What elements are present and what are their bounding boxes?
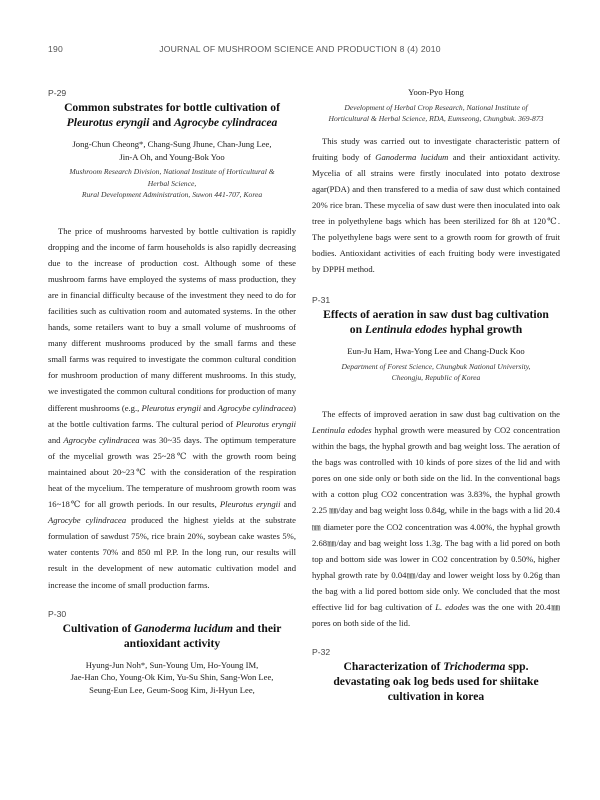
title-text: and their antioxidant activity [123,621,282,650]
title-text: Cultivation of [62,621,135,635]
title-text: hyphal growth [447,323,523,337]
title-text: Effects of aeration in saw dust bag cultivation [323,308,549,322]
species-name: Pleurotus eryngii [235,418,296,429]
title-species: Lentinula edodes [364,323,448,337]
abstract-p32 [312,647,560,704]
abstract-p30-continued [312,86,560,277]
abstract-body [312,133,560,278]
authors-line: Hyung-Jun Noh*, Sun-Young Um, Ho-Young IM, [85,659,259,670]
body-text: and [201,402,218,413]
body-text: The effects of improved aeration in saw dust bag cultivation on the [322,408,560,419]
authors-line: Jong-Chun Cheong*, Chang-Sung Jhune, Chan-Jung Lee, [72,139,272,149]
journal-name: JOURNAL OF MUSHROOM SCIENCE AND PRODUCTION 8 (4) 2010 [159,44,441,54]
body-text: ) at the bottle cultivation farms. The cultural period of [48,402,296,429]
species-name: L. edodes [435,601,470,612]
body-text: This study was carried out to investigate characteristic pattern of fruiting body of [312,135,560,162]
abstract-p29 [48,88,296,593]
abstract-authors [312,345,560,358]
abstract-p30 [48,609,296,697]
title-text: Common substrates for bottle cultivation of [64,101,280,114]
authors-line: Yoon-Pyo Hong [408,87,464,97]
abstract-id: P-31 [312,295,331,306]
abstract-authors [48,138,296,163]
abstract-title [312,659,560,704]
abstract-id: P-29 [48,88,67,98]
body-text: produced the highest yields at the substrate formulation of sawdust 75%, rice brain 20%, soybean cake wastes 5%, water contents 70% and 850 ml P.P. In the long run, our results will result in the development of new automatic cultivation model and increase the income of small production farms. [48,515,296,590]
body-text: hyphal growth were measured by CO2 concentration within the bags, the hyphal growth and bag weight loss. The aeration of the bags was controlled with 10 kinds of pore sizes of the lid and with pores on one side only or both side on the lid. In the conventional bags with a cotton plug CO2 concentration was 3.83%, the hyphal growth 2.25 ㎜/day and bag weight loss 0.84g, while in the bags with a lid 20.4㎜ diameter pore the CO2 concentration was 4.00%, the hyphal growth 2.68㎜/day and bag weight loss 1.3g. The bag with a lid pored on both top and bottom side was lower in CO2 concentration by 0.50%, higher hyphal growth rate by 0.04㎜/day and lower weight loss by 0.26g than the bag with a lid pored bottom side only. We concluded that the most effective lid for bag cultivation of [312,424,560,612]
abstract-title [48,100,296,130]
species-name: Pleurotus eryngii [141,402,202,413]
authors-line: Seung-Eun Lee, Geum-Soog Kim, Ji-Hyun Lee, [89,684,255,695]
abstract-p31 [312,295,560,631]
running-head [48,44,552,58]
page-number: 190 [48,44,63,54]
affiliation-line: Rural Development Administration, Suwon 441-707, Korea [81,190,263,199]
title-text: on [349,323,365,337]
body-text: The price of mushrooms harvested by bottle cultivation is rapidly dropping and the income of farm households is also rapidly decreasing due to the increase of production cost. Although some of these mushroom farms have employed the systems of mass production, they are in financial difficulty because of the investment they need to do for facilities such as cultivation room and automated systems. In the other hands, some retailers want to buy a small volume of mushrooms of many different mushrooms produced by the small farms and these small farms was required to investigate the common cultural condition for mushroom production of many different mushrooms. In this study, we investigated the common cultural conditions for production of many different mushrooms (e.g., [48,225,296,413]
body-text: and [280,499,296,510]
left-column [48,88,296,699]
species-name: Agrocybe cylindracea [217,402,294,413]
body-text: and their antioxidant activity. Mycelia of all strains were firstly inoculated into potato dextrose agar(PDA) and then transfered to a media of saw dust which contained 20% rice bran. These mycelia of saw dust were then inoculated into oak tree in polyethylene bags which has been sterilized for 8h at 120℃. The polyethylene bags were sent to a growth room for growth of fruit bodies. Antioxidant activities of each fruiting body were investigated by DPPH method. [312,151,560,275]
abstract-affiliation [312,102,560,125]
affiliation-line: Herbal Science, [147,178,197,188]
authors-line: Jae-Han Cho, Young-Ok Kim, Yu-Su Shin, Sang-Won Lee, [70,672,274,683]
title-species: Ganoderma lucidum [134,621,234,635]
abstract-id: P-30 [48,608,67,619]
abstract-affiliation [48,166,296,201]
abstract-id: P-32 [312,647,331,658]
affiliation-line: Cheongju, Republic of Korea [391,373,481,383]
authors-line: Eun-Ju Ham, Hwa-Yong Lee and Chang-Duck Koo [347,346,525,357]
abstract-authors [312,86,560,99]
authors-line: Jin-A Oh, and Young-Bok Yoo [119,151,225,162]
abstract-title [48,621,296,651]
title-species: Agrocybe cylindracea [173,116,278,129]
right-column [312,86,560,712]
title-text: and [149,116,174,129]
affiliation-line: Horticultural & Herbal Science, RDA, Eumseong, Chungbuk. 369-873 [328,114,544,123]
title-species: Pleurotus eryngii [66,116,150,129]
affiliation-line: Mushroom Research Division, National Institute of Horticultural & [69,167,275,176]
species-name: Pleurotus eryngii [219,499,281,510]
affiliation-line: Department of Forest Science, Chungbuk National University, [341,361,531,371]
title-text: devastating oak log beds used for shiitake [333,675,539,689]
title-species: Trichoderma [443,660,506,674]
body-text: and [48,434,64,445]
species-name: Ganoderma lucidum [375,151,449,162]
species-name: Agrocybe cylindracea [63,434,140,445]
abstract-authors [48,659,296,697]
abstract-body [48,223,296,593]
title-text: spp. [505,660,529,674]
abstract-body [312,406,560,631]
body-text: was the one with 20.4㎜ pores on both side of the lid. [312,601,560,629]
species-name: Agrocybe cylindracea [48,515,127,526]
title-text: cultivation in korea [387,690,485,704]
abstract-affiliation [312,361,560,384]
abstract-title [312,307,560,337]
body-text: was 30~35 days. The optimum temperature of the mycelial growth was 25~28℃ with the growth room being maintained about 20~23℃ with the consideration of the respiration heat of the mycelium. The temperature of mushroom growth room was 16~18℃ for all growth periods. In our results, [48,434,296,510]
affiliation-line: Development of Herbal Crop Research, National Institute of [344,102,528,112]
title-text: Characterization of [343,660,444,674]
species-name: Lentinula edodes [312,424,372,435]
